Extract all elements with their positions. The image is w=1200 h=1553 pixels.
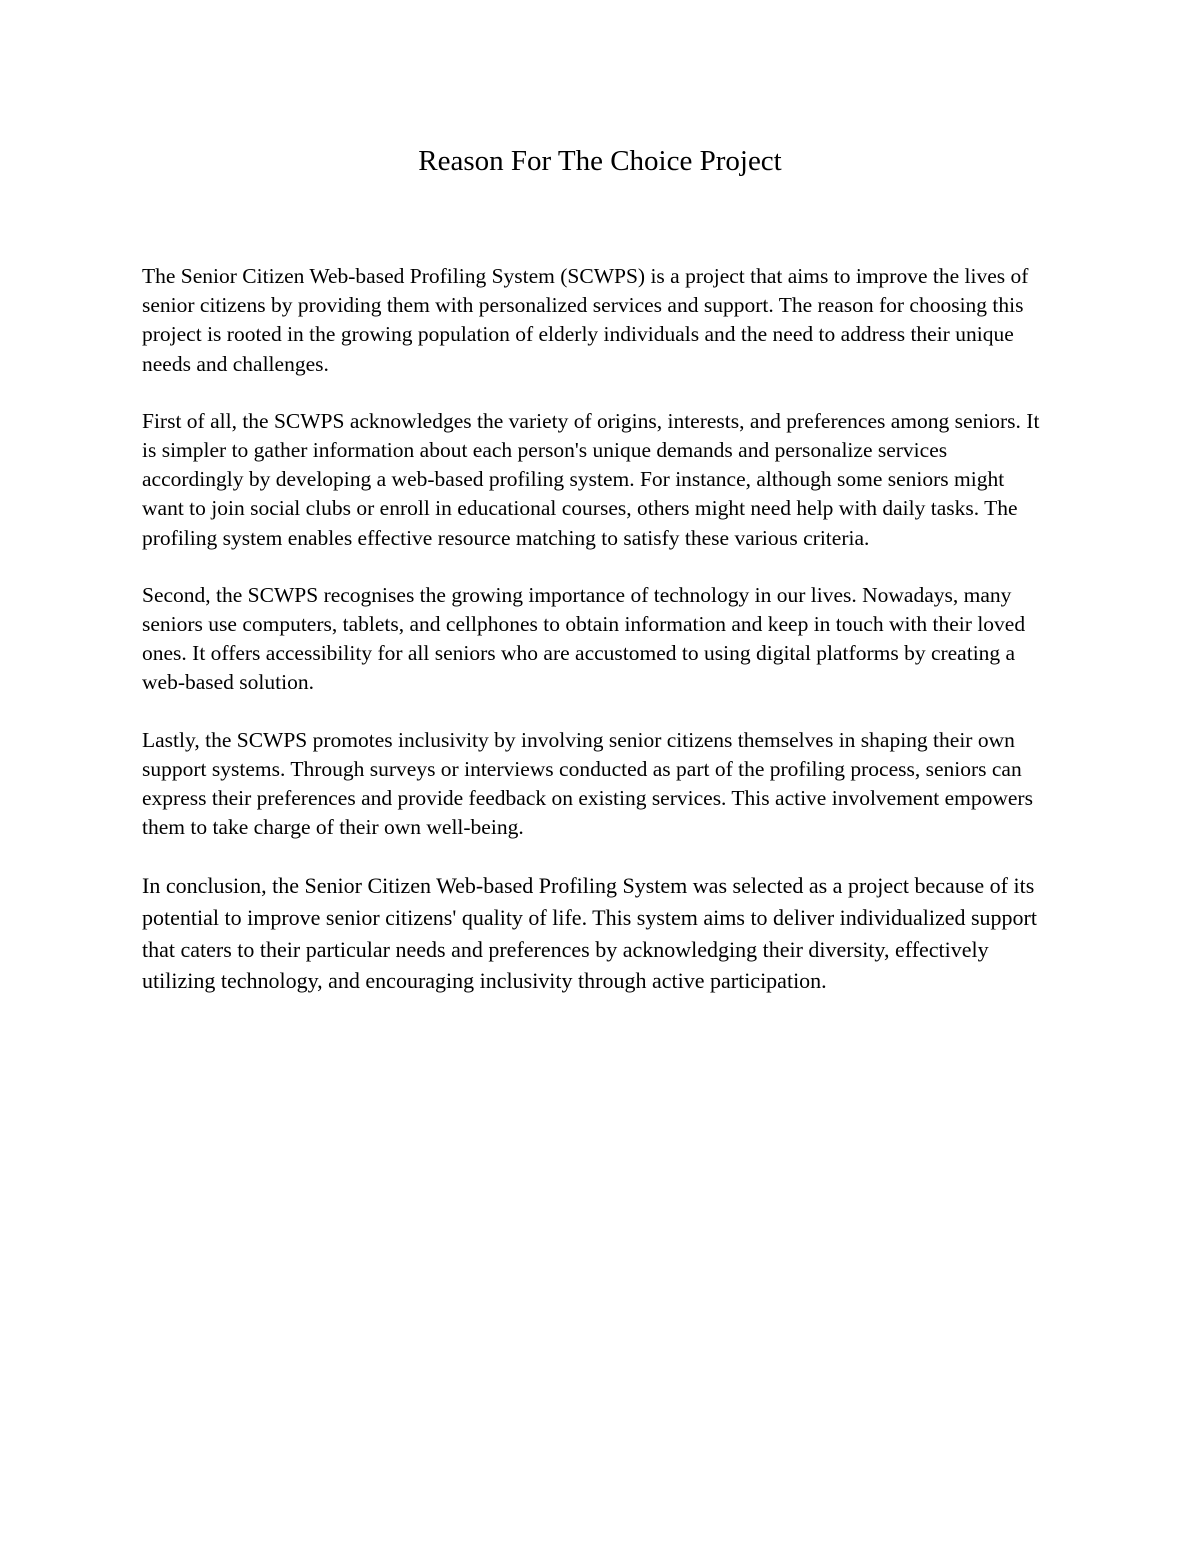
document-title: Reason For The Choice Project [418,145,782,177]
paragraph-second-reason: Second, the SCWPS recognises the growing importance of technology in our lives. Nowadays, many seniors use computers, tablets, and cellphones to obtain information and keep in touch with their loved ones. It offers accessibility for all seniors who are accustomed to using digital platforms by creating a web-based solution. [142,582,1026,695]
document-body [142,262,1042,1025]
paragraph-introduction: The Senior Citizen Web-based Profiling System (SCWPS) is a project that aims to improve the lives of senior citizens by providing them with personalized services and support. The reason for choosing this project is rooted in the growing population of elderly individuals and the need to address their unique needs and challenges. [142,264,1029,376]
paragraph-first-reason: First of all, the SCWPS acknowledges the variety of origins, interests, and preferences among seniors. It is simpler to gather information about each person's unique demands and personalize services accordingly by developing a web-based profiling system. For instance, although some seniors might want to join social clubs or enroll in educational courses, others might need help with daily tasks. The profiling system enables effective resource matching to satisfy these various criteria. [142,408,1040,550]
paragraph-third-reason: Lastly, the SCWPS promotes inclusivity by involving senior citizens themselves in shaping their own support systems. Through surveys or interviews conducted as part of the profiling process, seniors can express their preferences and provide feedback on existing services. This active involvement empowers them to take charge of their own well-being. [142,727,1033,840]
paragraph-conclusion: In conclusion, the Senior Citizen Web-based Profiling System was selected as a project because of its potential to improve senior citizens' quality of life. This system aims to deliver individualized support that caters to their particular needs and preferences by acknowledging their diversity, effectively utilizing technology, and encouraging inclusivity through active participation. [142,873,1037,994]
